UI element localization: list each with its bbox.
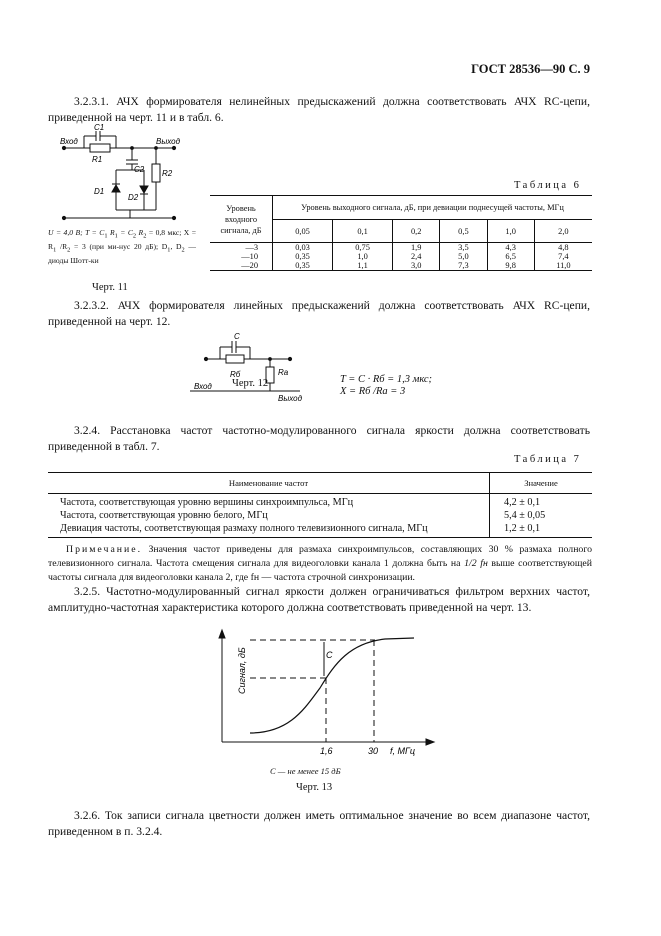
note-text-1: Значения частот приведены для размаха синхроимпульсов, составляющих 30 % размаха полного телевизионного сигнала. Частота смещения сигнала для видеоголовки канала 1 должна быть на [48,544,593,569]
table7-title: Таблица 7 [514,454,582,465]
fig11-caption: Черт. 11 [92,282,128,293]
fig12-formula-1: T = C · Rб = 1,3 мкс; [340,374,433,385]
section-3-2-3-1: 3.2.3.1. АЧХ формирователя нелинейных предыскажений должна соответствовать АЧХ RC-цепи, приведенной на черт. 11 и в табл. 6. [48,95,590,124]
table-row: —10 0,35 1,0 2,4 5,0 6,5 7,4 [210,252,592,261]
table6-title: Таблица 6 [514,180,582,191]
table-6 [210,195,592,271]
fig12-input-label: Вход [194,382,212,391]
fig13-tick-2: 30 [368,746,379,756]
table6-row-header: Уровень входного сигнала, дБ [210,196,273,243]
fig11-r2: R2 [162,169,173,178]
table7-col-value: Значение [524,478,558,488]
fig13-c-label: C [326,650,333,660]
section-3-2-4: 3.2.4. Расстановка частот частотно-модулированного сигнала яркости должна соответствовать приведенной в табл. 7. [48,424,590,453]
fig11-r1: R1 [92,155,103,164]
page-header: ГОСТ 28536—90 С. 9 [471,62,590,76]
figure-12-circuit [190,333,320,403]
table6-freq: 0,2 [393,220,440,243]
section-3-2-5: 3.2.5. Частотно-модулированный сигнал яркости должен ограничиваться фильтром верхних частот, амплитудно-частотная характеристика которого должна соответствовать приведенной на черт. 13. [48,585,590,614]
fig11-c2: C2 [134,165,145,174]
table7-col-name: Наименование частот [48,473,490,494]
table-row: Частота, соответствующая уровню белого, МГц 5,4 ± 0,05 [48,508,592,521]
table6-group-header: Уровень выходного сигнала, дБ, при девиации поднесущей частоты, МГц [273,196,593,220]
fig11-d2: D2 [128,193,139,202]
fig12-output-label: Выход [278,394,303,403]
table6-freq: 0,1 [333,220,393,243]
table6-freq: 0,5 [440,220,487,243]
fig12-rb: Rб [230,370,241,379]
note-text-2: выше соответствующей частоты сигнала для видеоголовки канала 2, где fн — частота строчной синхронизации. [48,558,593,583]
fig12-c: C [234,333,240,341]
table-7 [48,472,592,538]
fig13-ylabel: Сигнал, дБ [237,647,247,694]
section-3-2-6: 3.2.6. Ток записи сигнала цветности должен иметь оптимальное значение во всем диапазоне частот, приведенном в п. 3.2.4. [48,809,590,838]
fig11-input-label: Вход [60,137,78,146]
table6-freq: 0,05 [273,220,333,243]
table6-freq: 1,0 [487,220,534,243]
x-axis-arrow [426,739,434,745]
note [48,543,592,585]
fig13-tick-1: 1,6 [320,746,333,756]
fig12-ra: Ra [278,368,289,377]
figure-11-circuit [44,124,194,224]
table-row: Девиация частоты, соответствующая размаху полного телевизионного сигнала, МГц 1,2 ± 0,1 [48,521,592,538]
note-fraction: 1/2 fн [464,558,488,569]
fig11-legend: U = 4,0 В; $T = C_1$ $R_1 = C_2$ $R_2 = 0,8$ мкс; $X = R_1$ $/R_2 = 3$ (при ми-нус 20 дБ); $D_1$, $D_2$ — диоды Шотт-ки [48,228,197,266]
fig12-caption: Черт. 12 [232,378,269,389]
fig12-formula-2: X = Rб /Ra = 3 [340,386,406,397]
note-label: Примечание. [66,544,143,555]
fig11-d1: D1 [94,187,105,196]
fig13-xlabel: f, МГц [390,746,416,756]
y-axis-arrow [219,630,225,638]
figure-13-chart [200,628,440,768]
section-3-2-3-2: 3.2.3.2. АЧХ формирователя линейных предыскажений должна соответствовать АЧХ RC-цепи, приведенной на черт. 12. [48,299,590,328]
table-row: —20 0,35 1,1 3,0 7,3 9,8 11,0 [210,261,592,271]
table-row: Частота, соответствующая уровню вершины синхроимпульса, МГц 4,2 ± 0,1 [48,494,592,509]
fig13-caption: Черт. 13 [296,782,333,793]
fig11-c1: C1 [94,124,105,132]
fig11-output-label: Выход [156,137,181,146]
fig13-note: C — не менее 15 дБ [270,766,341,776]
table6-freq: 2,0 [558,226,569,236]
table-row: —3 0,03 0,75 1,9 3,5 4,3 4,8 [210,243,592,253]
